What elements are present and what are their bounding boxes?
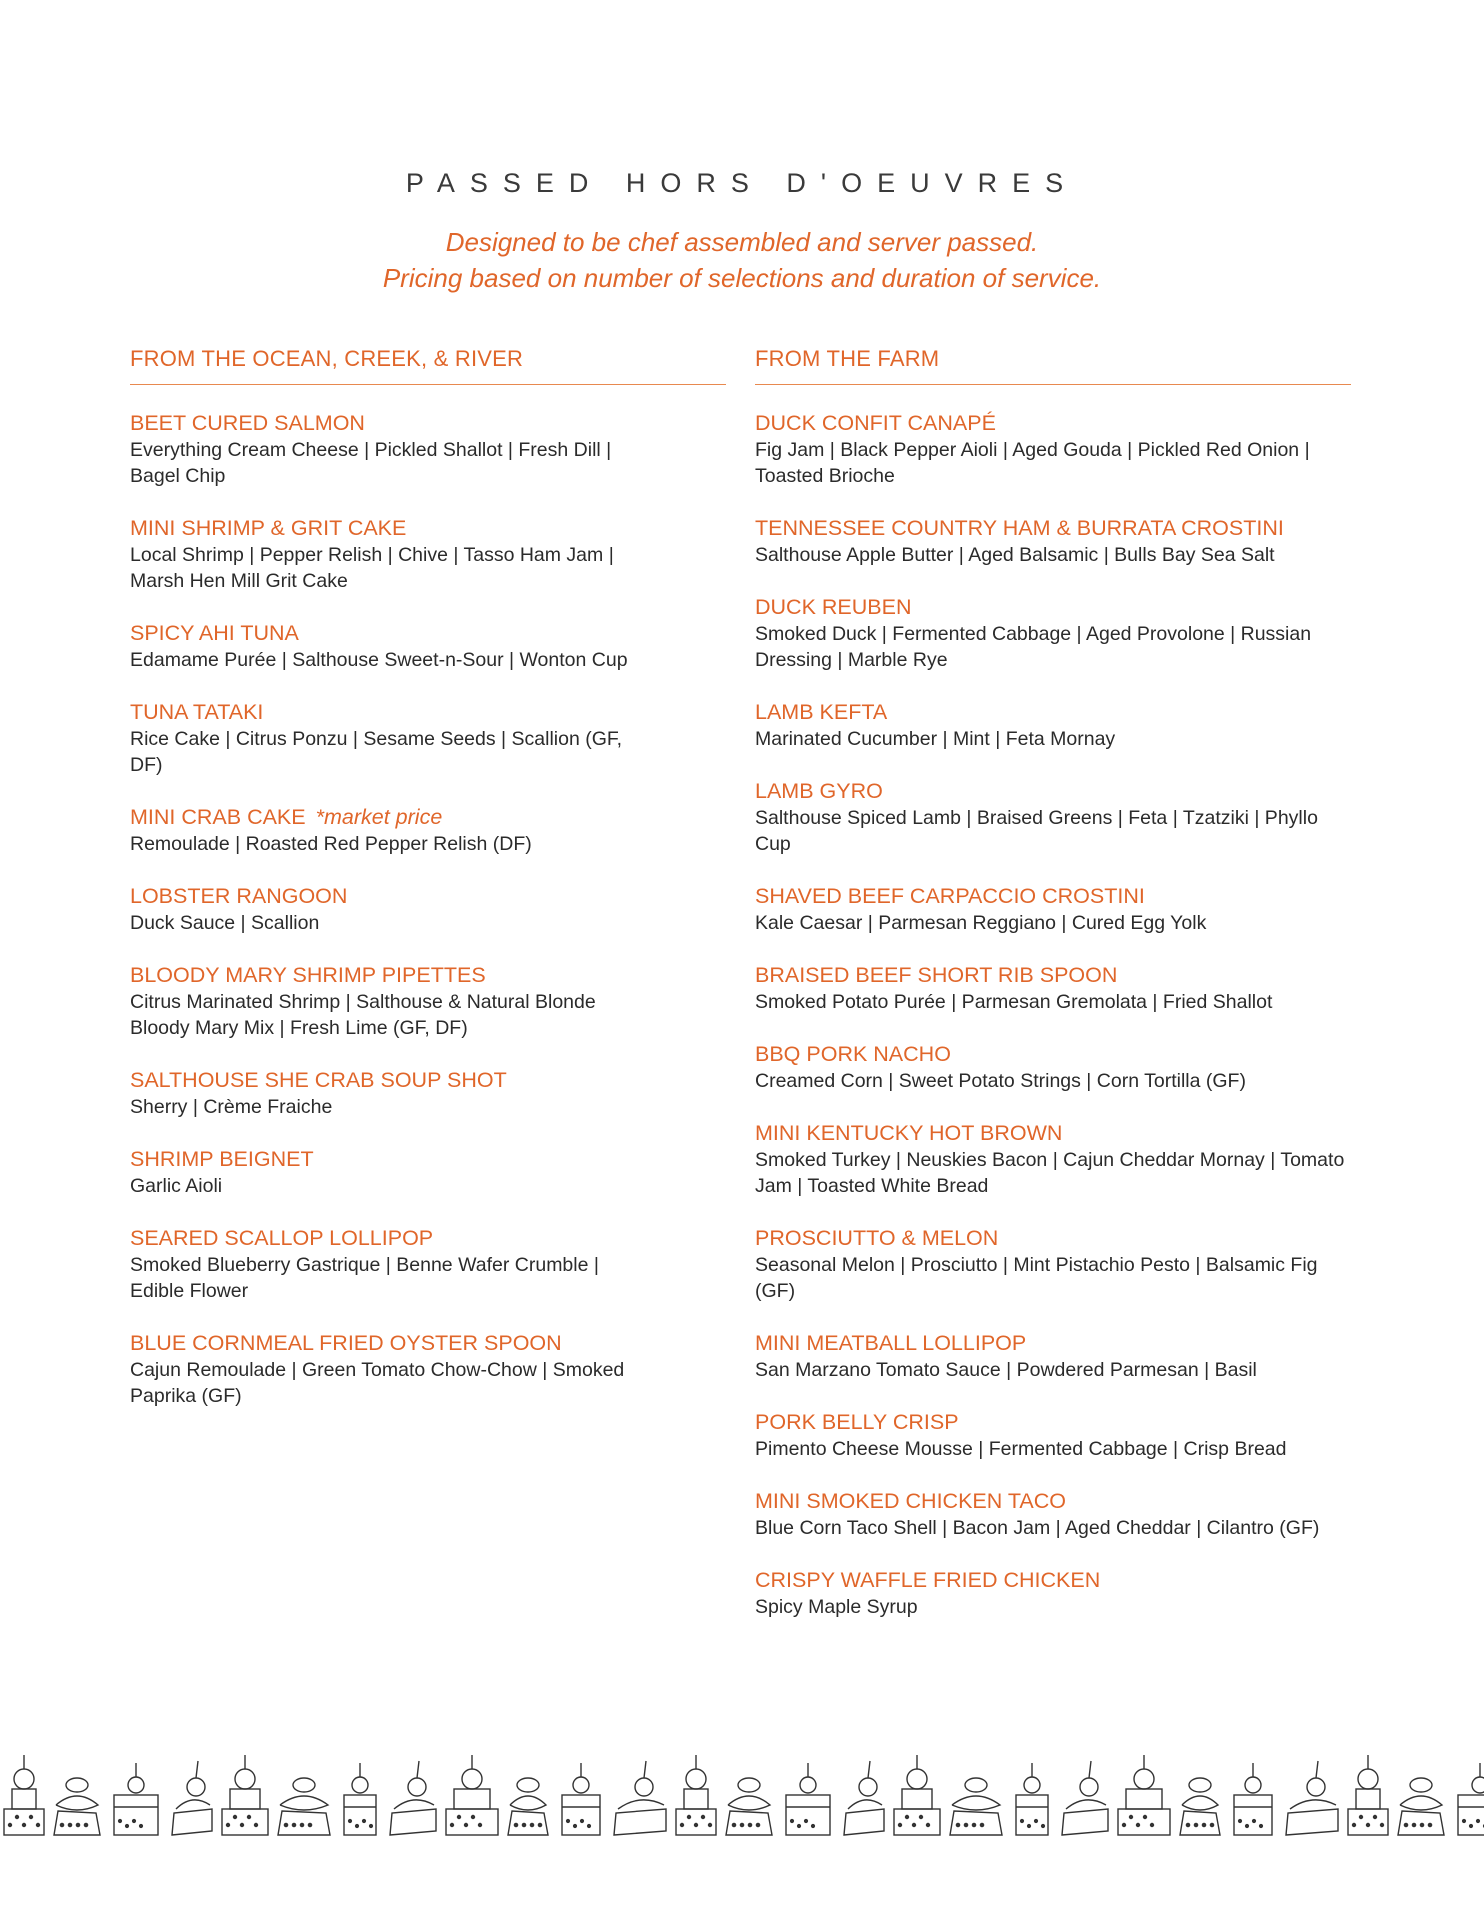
menu-item-name (755, 409, 1351, 437)
menu-item-description: Spicy Maple Syrup (755, 1596, 918, 1618)
menu-item (130, 1145, 726, 1199)
menu-item-name (130, 409, 726, 437)
menu-item-name-text: LOBSTER RANGOON (130, 884, 348, 908)
menu-item-description: Duck Sauce | Scallion (130, 912, 320, 934)
ocean-item-list (130, 409, 726, 1409)
menu-item-name-text: TUNA TATAKI (130, 700, 264, 724)
menu-item-description: Citrus Marinated Shrimp | Salthouse & Natural Blonde Bloody Mary Mix | Fresh Lime (GF, DF) (130, 991, 596, 1039)
menu-item-name-text: SALTHOUSE SHE CRAB SOUP SHOT (130, 1068, 507, 1092)
menu-item (130, 882, 726, 936)
menu-item (755, 961, 1351, 1015)
menu-item-name (755, 593, 1351, 621)
menu-item-name-text: MINI SMOKED CHICKEN TACO (755, 1489, 1066, 1513)
menu-item (755, 1487, 1351, 1541)
menu-item-name-text: MINI KENTUCKY HOT BROWN (755, 1121, 1063, 1145)
ocean-section-heading: FROM THE OCEAN, CREEK, & RIVER (130, 346, 726, 385)
menu-item-description: Pimento Cheese Mousse | Fermented Cabbage | Crisp Bread (755, 1438, 1287, 1460)
menu-item-description: Kale Caesar | Parmesan Reggiano | Cured Egg Yolk (755, 912, 1207, 934)
menu-item-name-text: CRISPY WAFFLE FRIED CHICKEN (755, 1568, 1101, 1592)
page-title: PASSED HORS D'OEUVRES (405, 168, 1079, 198)
menu-item (755, 1408, 1351, 1462)
market-price-note: *market price (315, 805, 443, 829)
menu-item-name-text: PORK BELLY CRISP (755, 1410, 959, 1434)
menu-item-name-text: BLUE CORNMEAL FRIED OYSTER SPOON (130, 1331, 562, 1355)
menu-item-name-text: SHRIMP BEIGNET (130, 1147, 314, 1171)
menu-item (755, 1224, 1351, 1304)
menu-item (130, 961, 726, 1041)
menu-item-description: Seasonal Melon | Prosciutto | Mint Pistachio Pesto | Balsamic Fig (GF) (755, 1254, 1318, 1302)
menu-item-name (755, 1040, 1351, 1068)
menu-item-description: Remoulade | Roasted Red Pepper Relish (DF) (130, 833, 532, 855)
menu-item-name (755, 961, 1351, 989)
menu-item-name (130, 961, 726, 989)
menu-item-name (130, 1066, 726, 1094)
menu-item-description: Salthouse Apple Butter | Aged Balsamic | Bulls Bay Sea Salt (755, 544, 1275, 566)
menu-item (755, 882, 1351, 936)
menu-item-name-text: BRAISED BEEF SHORT RIB SPOON (755, 963, 1118, 987)
menu-item-name-text: BEET CURED SALMON (130, 411, 365, 435)
menu-item-description: Smoked Turkey | Neuskies Bacon | Cajun Cheddar Mornay | Tomato Jam | Toasted White Bread (755, 1149, 1345, 1197)
menu-item-name-text: DUCK REUBEN (755, 595, 912, 619)
menu-item (130, 803, 726, 857)
menu-item (130, 1329, 726, 1409)
menu-item-name (130, 1329, 726, 1357)
farm-item-list (755, 409, 1351, 1620)
menu-item-name (755, 698, 1351, 726)
menu-item-description: Smoked Potato Purée | Parmesan Gremolata | Fried Shallot (755, 991, 1273, 1013)
menu-item (130, 1066, 726, 1120)
menu-item-description: Marinated Cucumber | Mint | Feta Mornay (755, 728, 1116, 750)
menu-item-name (755, 777, 1351, 805)
menu-item-description: Local Shrimp | Pepper Relish | Chive | Tasso Ham Jam | Marsh Hen Mill Grit Cake (130, 544, 614, 592)
menu-item-name (755, 1566, 1351, 1594)
menu-item-description: Rice Cake | Citrus Ponzu | Sesame Seeds | Scallion (GF, DF) (130, 728, 623, 776)
menu-item (130, 1224, 726, 1304)
menu-item-description: Cajun Remoulade | Green Tomato Chow-Chow | Smoked Paprika (GF) (130, 1359, 625, 1407)
subtitle (0, 224, 1484, 296)
menu-item-name-text: BLOODY MARY SHRIMP PIPETTES (130, 963, 486, 987)
menu-item-name-text: LAMB KEFTA (755, 700, 888, 724)
menu-item-name (755, 1224, 1351, 1252)
menu-item-description: Smoked Duck | Fermented Cabbage | Aged Provolone | Russian Dressing | Marble Rye (755, 623, 1312, 671)
menu-item-name (755, 1119, 1351, 1147)
menu-item-description: San Marzano Tomato Sauce | Powdered Parmesan | Basil (755, 1359, 1257, 1381)
menu-item-description: Everything Cream Cheese | Pickled Shallot | Fresh Dill | Bagel Chip (130, 439, 612, 487)
menu-item (130, 698, 726, 778)
menu-item-name-text: PROSCIUTTO & MELON (755, 1226, 999, 1250)
menu-item-name (755, 1408, 1351, 1436)
menu-item-name (130, 882, 726, 910)
menu-item (755, 409, 1351, 489)
menu-item-name (755, 514, 1351, 542)
menu-item-name-text: MINI MEATBALL LOLLIPOP (755, 1331, 1027, 1355)
menu-item (130, 514, 726, 594)
menu-item-name-text: LAMB GYRO (755, 779, 883, 803)
menu-item (130, 409, 726, 489)
menu-item-name (130, 1224, 726, 1252)
menu-item-description: Salthouse Spiced Lamb | Braised Greens | Feta | Tzatziki | Phyllo Cup (755, 807, 1318, 855)
menu-item (130, 619, 726, 673)
menu-item-name-text: MINI CRAB CAKE (130, 805, 306, 829)
menu-item-description: Fig Jam | Black Pepper Aioli | Aged Gouda | Pickled Red Onion | Toasted Brioche (755, 439, 1310, 487)
menu-item (755, 777, 1351, 857)
menu-item-name (130, 619, 726, 647)
subtitle-line-1: Designed to be chef assembled and server passed. (445, 227, 1039, 257)
farm-section-heading: FROM THE FARM (755, 346, 1351, 385)
menu-item-name (130, 803, 726, 831)
menu-item-description: Creamed Corn | Sweet Potato Strings | Corn Tortilla (GF) (755, 1070, 1246, 1092)
menu-item (755, 1566, 1351, 1620)
menu-item-description: Garlic Aioli (130, 1175, 223, 1197)
menu-item-name (755, 1329, 1351, 1357)
menu-item-name (755, 1487, 1351, 1515)
menu-item (755, 514, 1351, 568)
menu-item (755, 1040, 1351, 1094)
menu-item (755, 698, 1351, 752)
menu-item-description: Sherry | Crème Fraiche (130, 1096, 333, 1118)
menu-item-name-text: SEARED SCALLOP LOLLIPOP (130, 1226, 434, 1250)
menu-item-description: Blue Corn Taco Shell | Bacon Jam | Aged Cheddar | Cilantro (GF) (755, 1517, 1320, 1539)
menu-item-name-text: MINI SHRIMP & GRIT CAKE (130, 516, 407, 540)
menu-item-name-text: SPICY AHI TUNA (130, 621, 299, 645)
menu-item-description: Smoked Blueberry Gastrique | Benne Wafer Crumble | Edible Flower (130, 1254, 599, 1302)
ocean-section (130, 346, 726, 1434)
subtitle-line-2: Pricing based on number of selections and duration of service. (382, 263, 1102, 293)
menu-item-name-text: TENNESSEE COUNTRY HAM & BURRATA CROSTINI (755, 516, 1284, 540)
menu-item-name-text: DUCK CONFIT CANAPÉ (755, 411, 996, 435)
menu-item (755, 1119, 1351, 1199)
menu-item-name-text: SHAVED BEEF CARPACCIO CROSTINI (755, 884, 1145, 908)
menu-item (755, 593, 1351, 673)
menu-item-name (755, 882, 1351, 910)
menu-item-name (130, 514, 726, 542)
menu-item-name (130, 1145, 726, 1173)
farm-section (755, 346, 1351, 1645)
menu-item-name (130, 698, 726, 726)
menu-item-name-text: BBQ PORK NACHO (755, 1042, 951, 1066)
hors-doeuvres-illustration-border (0, 1725, 1484, 1845)
menu-item (755, 1329, 1351, 1383)
menu-item-description: Edamame Purée | Salthouse Sweet-n-Sour | Wonton Cup (130, 649, 628, 671)
